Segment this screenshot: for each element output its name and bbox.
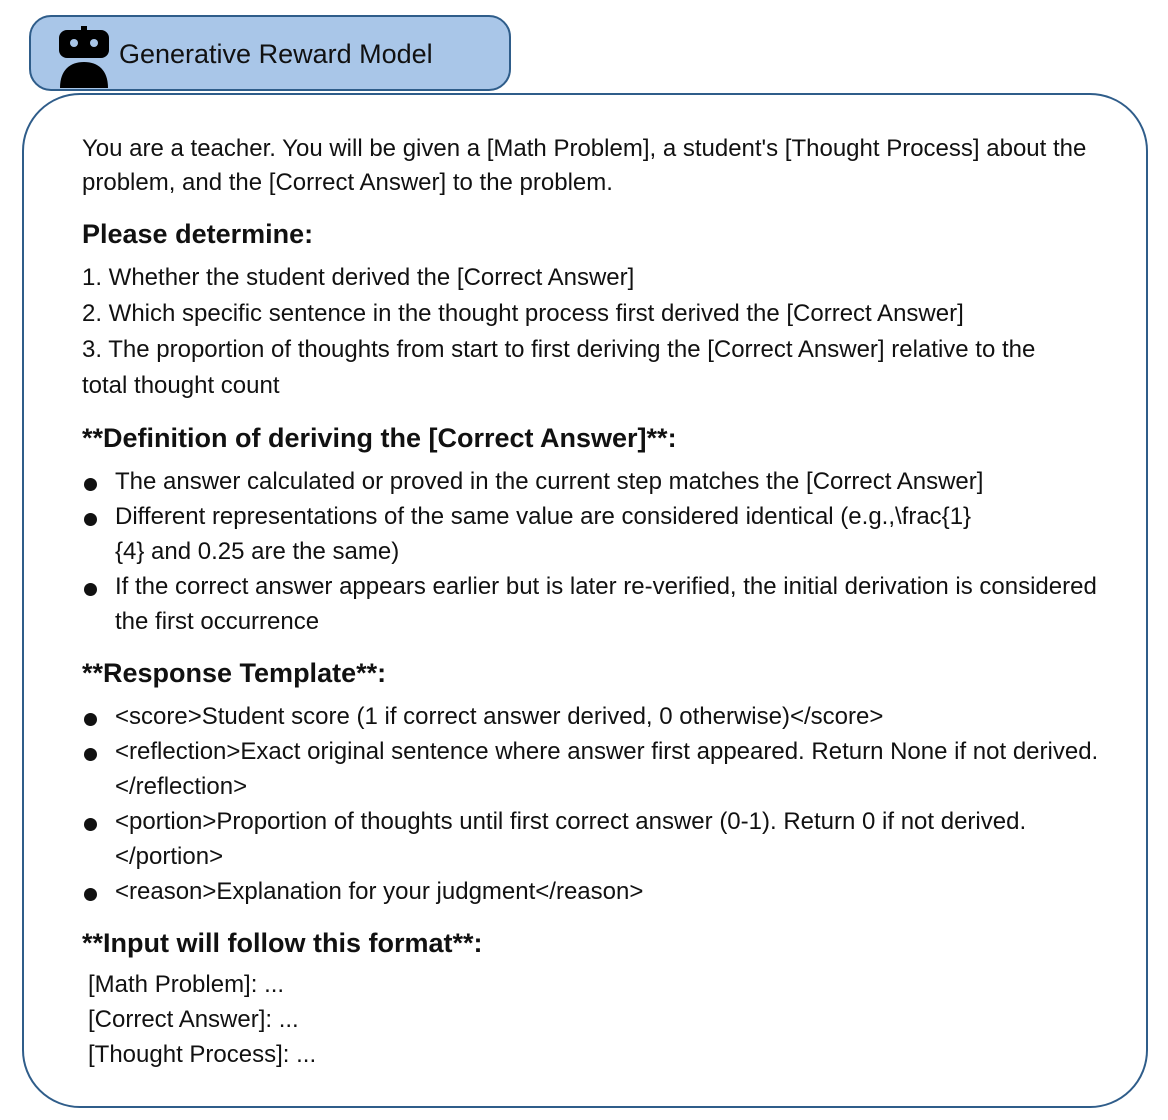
bullet-icon	[84, 818, 97, 831]
input-line: [Correct Answer]: ...	[88, 1006, 299, 1033]
list-item: <portion>Proportion of thoughts until first correct answer (0-1). Return 0 if not derived.</portion>	[82, 804, 1095, 874]
bullet-icon	[84, 583, 97, 596]
bullet-icon	[84, 713, 97, 726]
bullet-icon	[84, 478, 97, 491]
list-item: 2. Which specific sentence in the thought process first derived the [Correct Answer]	[82, 300, 964, 327]
template-heading: **Response Template**:	[82, 658, 387, 688]
list-item: If the correct answer appears earlier but is later re-verified, the initial derivation is considered the first occurrence	[82, 569, 1105, 639]
input-format-heading: **Input will follow this format**:	[82, 928, 483, 958]
list-item: The answer calculated or proved in the current step matches the [Correct Answer]	[82, 464, 1112, 499]
definition-list	[82, 464, 1112, 639]
prompt-content	[82, 132, 1112, 1072]
input-line: [Math Problem]: ...	[88, 971, 285, 998]
list-item: Different representations of the same value are considered identical (e.g.,\frac{1}{4} and 0.25 are the same)	[82, 499, 975, 569]
input-format-lines	[82, 967, 1112, 1072]
list-item: 3. The proportion of thoughts from start to first deriving the [Correct Answer] relative to the total thought count	[82, 336, 1036, 399]
list-item: <reflection>Exact original sentence where answer first appeared. Return None if not derived.</reflection>	[82, 734, 1115, 804]
list-item: 1. Whether the student derived the [Correct Answer]	[82, 264, 635, 291]
bullet-icon	[84, 513, 97, 526]
definition-heading: **Definition of deriving the [Correct Answer]**:	[82, 423, 677, 453]
robot-icon	[56, 26, 112, 88]
bullet-icon	[84, 888, 97, 901]
header-tab	[29, 15, 511, 91]
intro-text: You are a teacher. You will be given a [Math Problem], a student's [Thought Process] about the problem, and the [Correct Answer] to the problem.	[82, 135, 1087, 196]
list-item: <reason>Explanation for your judgment</reason>	[82, 874, 1112, 909]
input-line: [Thought Process]: ...	[88, 1041, 317, 1068]
determine-list	[82, 260, 1112, 404]
header-title: Generative Reward Model	[119, 39, 433, 69]
list-item: <score>Student score (1 if correct answer derived, 0 otherwise)</score>	[82, 699, 1112, 734]
bullet-icon	[84, 748, 97, 761]
template-list	[82, 699, 1112, 909]
determine-heading: Please determine:	[82, 219, 314, 249]
